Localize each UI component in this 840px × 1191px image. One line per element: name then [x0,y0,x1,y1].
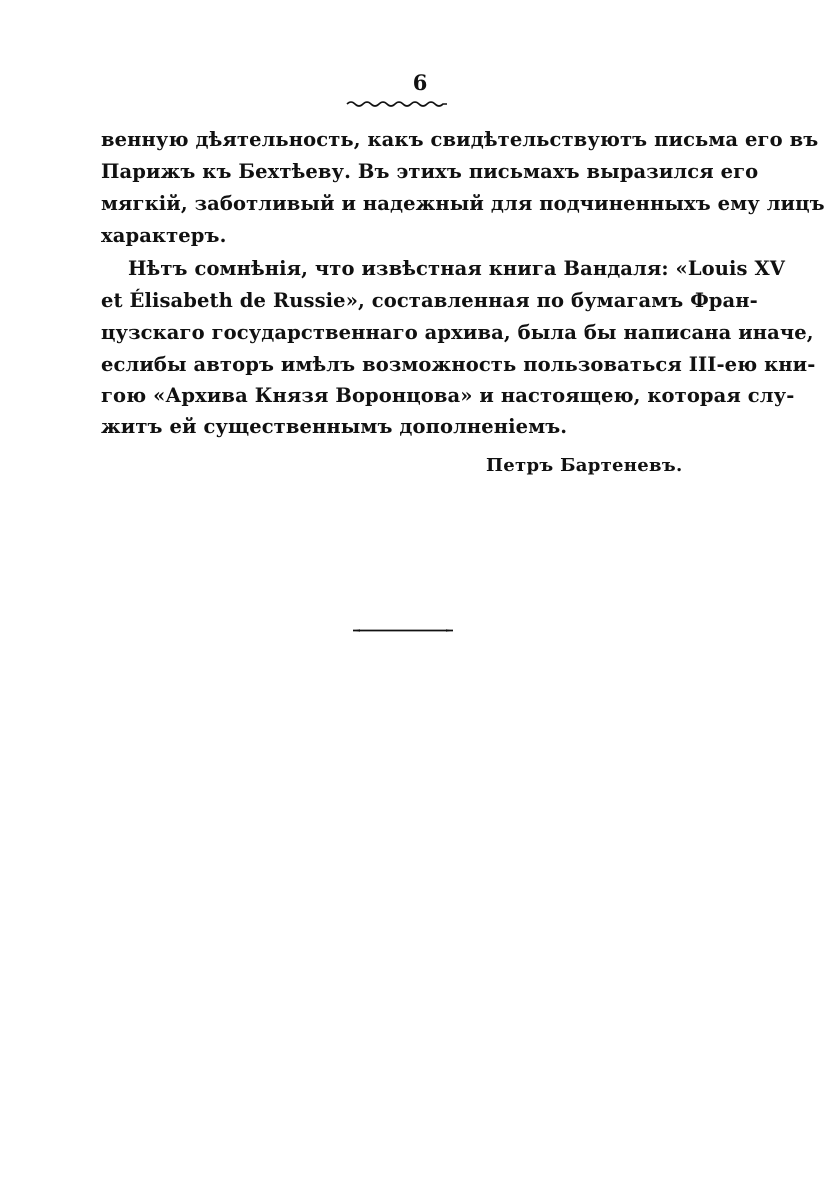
author-signature: Петръ Бартеневъ. [486,455,683,476]
text-line: характеръ. [101,224,227,247]
text-line: гою «Архива Князя Воронцова» и настоящею, которая слу- [101,384,795,407]
text-line: Нѣтъ сомнѣнія, что извѣстная книга Вандаля: «Louis XV [128,257,785,280]
end-rule-divider [352,628,454,633]
text-line: еслибы авторъ имѣлъ возможность пользоваться III-ею кни- [101,353,816,376]
text-line: et Élisabeth de Russie», составленная по бумагамъ Фран- [101,289,758,312]
page-number: 6 [412,70,428,95]
text-line: мягкій, заботливый и надежный для подчиненныхъ ему лицъ [101,192,825,215]
wavy-ornament-icon [345,98,449,110]
text-line: Парижъ къ Бехтѣеву. Въ этихъ письмахъ выразился его [101,160,759,183]
text-line: житъ ей существеннымъ дополненіемъ. [101,415,568,438]
text-line: венную дѣятельность, какъ свидѣтельствуютъ письма его въ [101,128,819,151]
text-line: цузскаго государственнаго архива, была бы написана иначе, [101,321,814,344]
